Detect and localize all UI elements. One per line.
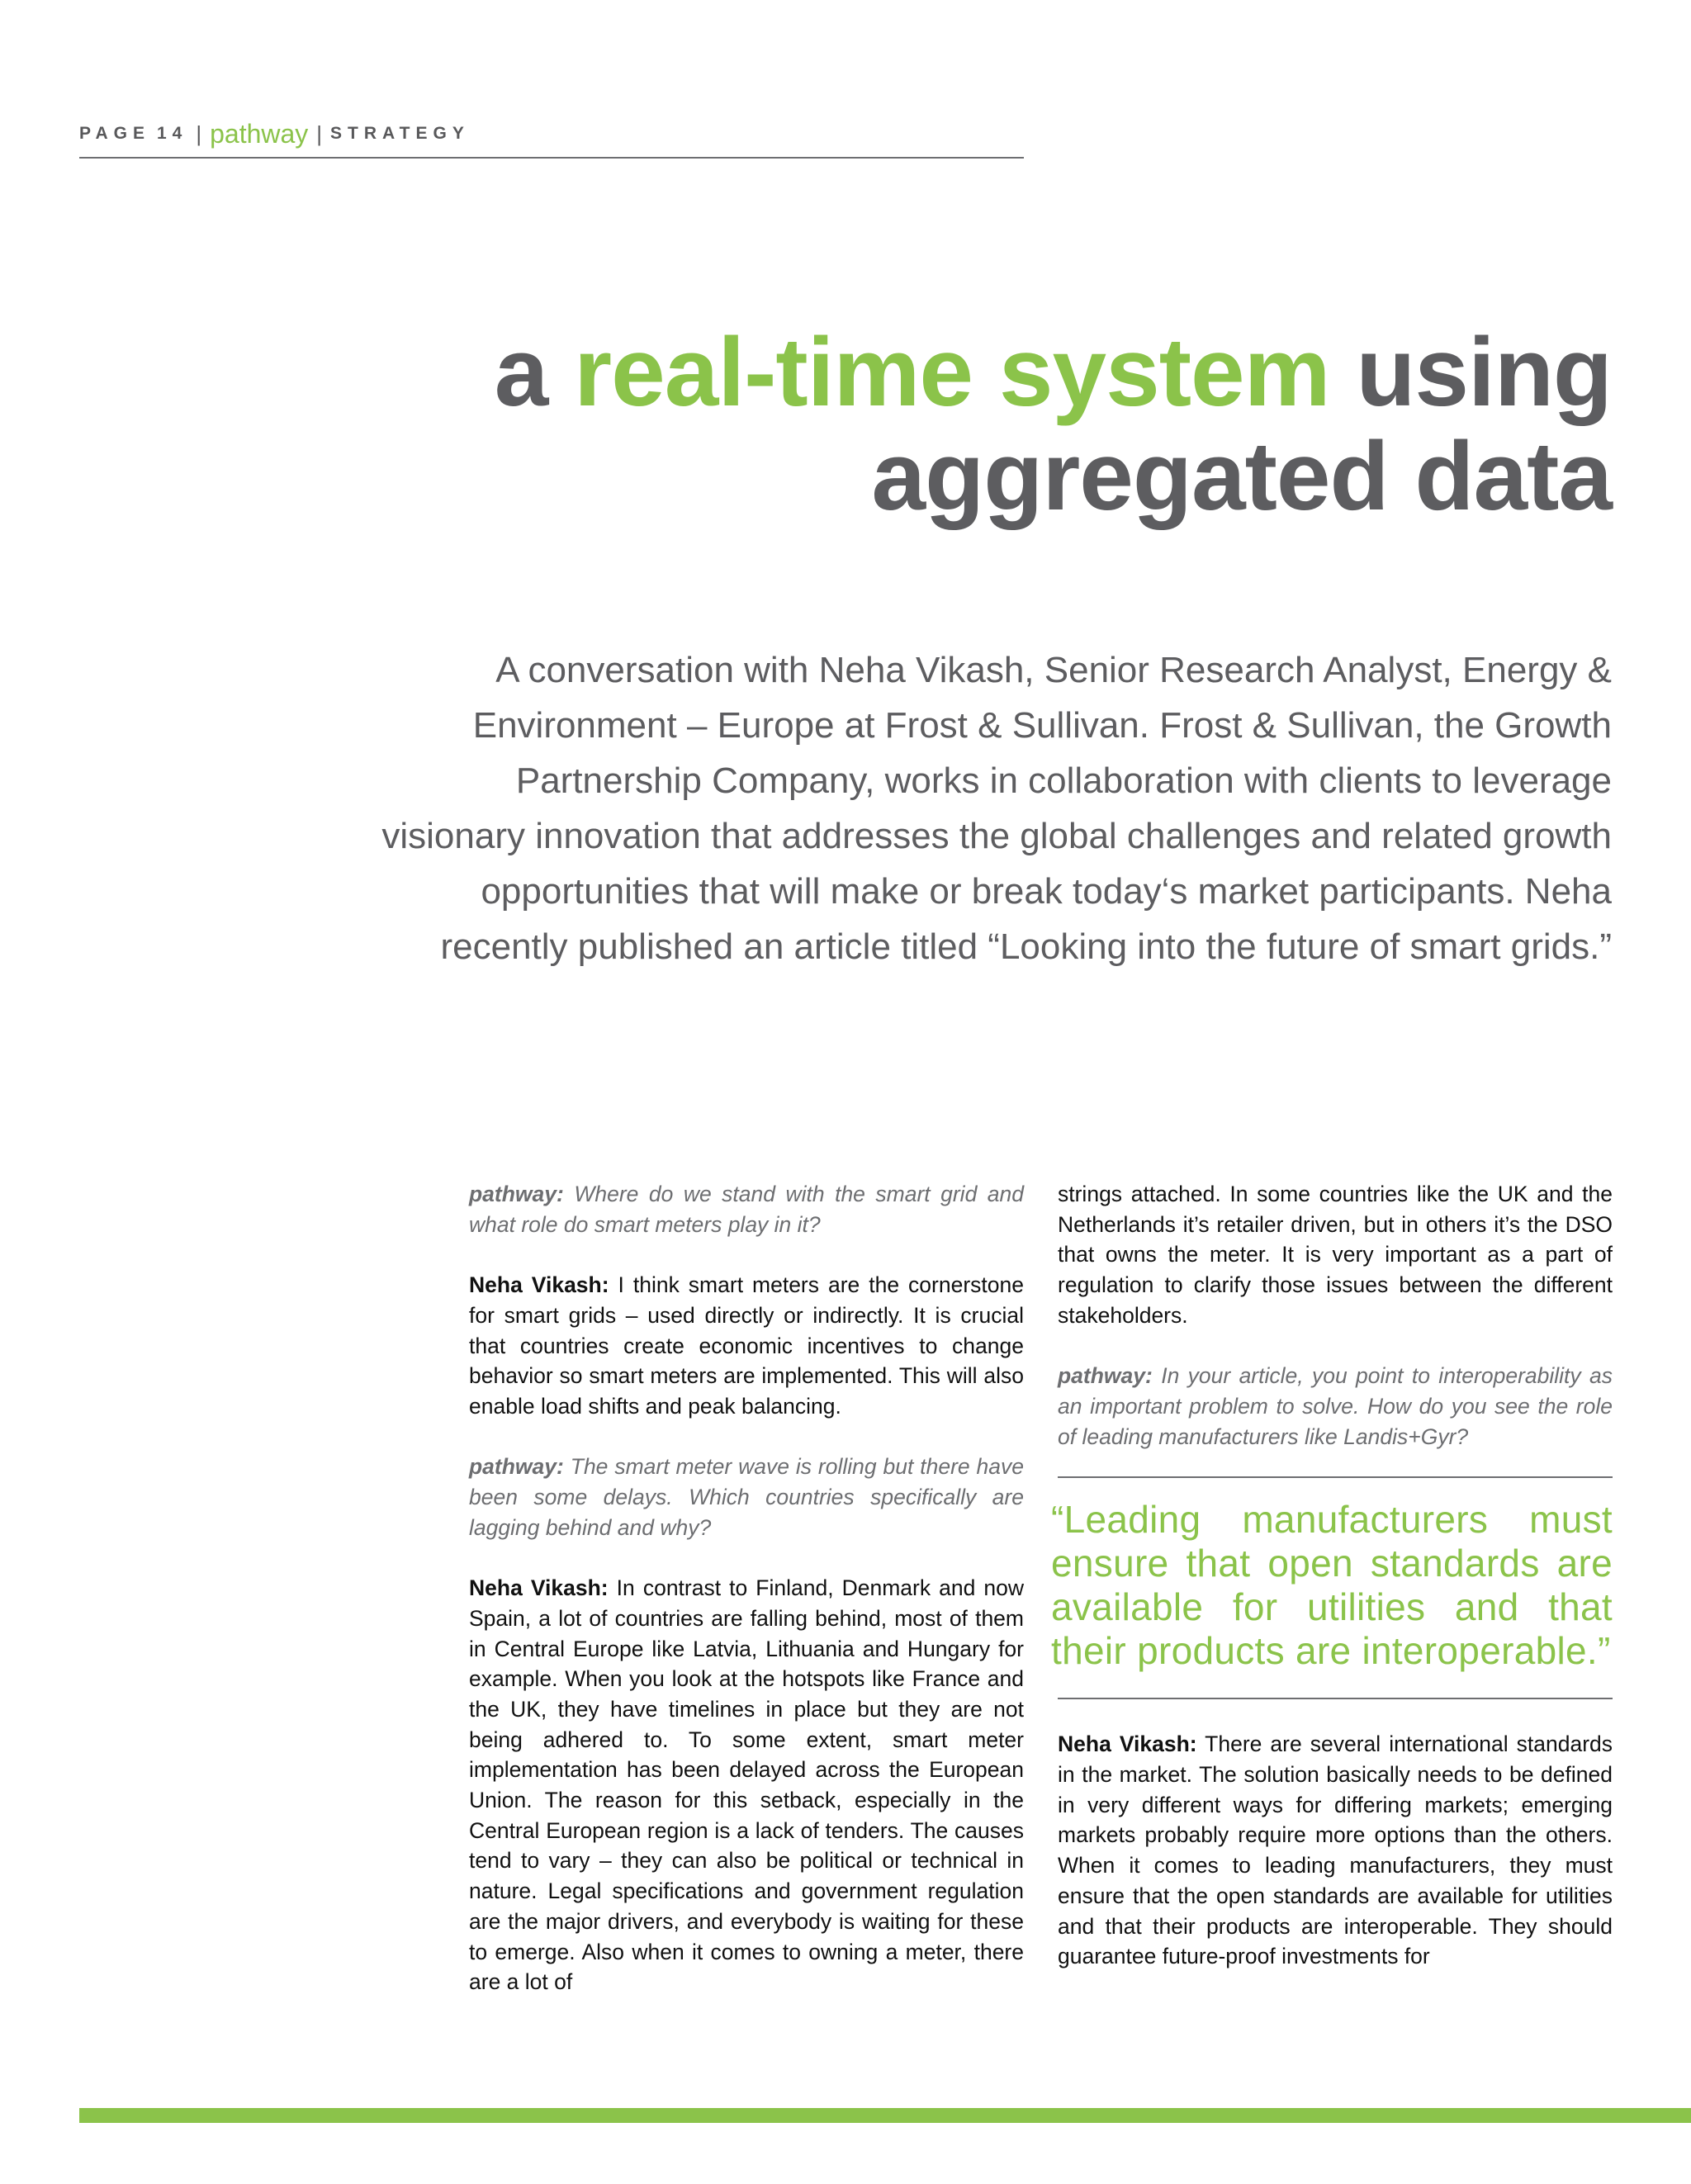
header-separator-left: | <box>196 121 202 146</box>
intro-line: recently published an article titled “Looking into the future of smart grids.” <box>440 926 1612 967</box>
brand-name: pathway <box>210 118 309 149</box>
section-name: STRATEGY <box>330 124 470 143</box>
answer-text: I think smart meters are the cornerstone for smart grids – used directly or indirectly. It is crucial that countries create economic incentives to change behavior so smart meters are implemented. This will also enable load shifts and peak balancing. <box>469 1272 1024 1419</box>
question-text: In your article, you point to interoperability as an important problem to solve. How do you see the role of leading manufacturers like Landis+Gyr? <box>1058 1363 1613 1449</box>
article-title <box>248 318 1612 531</box>
article-intro <box>248 642 1612 974</box>
speaker-label: Neha Vikash: <box>469 1575 609 1601</box>
running-header <box>79 117 470 150</box>
interview-answer <box>469 1270 1024 1422</box>
intro-line: Environment – Europe at Frost & Sullivan. Frost & Sullivan, the Growth <box>472 705 1612 746</box>
question-label: pathway: <box>1058 1363 1153 1389</box>
header-divider <box>79 157 1024 159</box>
title-highlight: real-time system <box>574 318 1330 427</box>
question-label: pathway: <box>469 1182 564 1206</box>
question-text: Where do we stand with the smart grid and what role do smart meters play in it? <box>469 1182 1024 1237</box>
pullquote-rule-bottom <box>1058 1698 1613 1699</box>
page-label: PAGE <box>79 124 150 143</box>
interview-answer <box>1058 1729 1613 1972</box>
answer-text: In contrast to Finland, Denmark and now Spain, a lot of countries are falling behind, most of them in Central Europe like Latvia, Lithuania and Hungary for example. When you look at the hotspots like France and the UK, they have timelines in place but they are not being adhered to. To some extent, smart meter implementation has been delayed across the European Union. The reason for this setback, especially in the Central European region is a lack of tenders. The causes tend to vary – they can also be political or technical in nature. Legal specifications and government regulation are the major drivers, and everybody is waiting for these to emerge. Also when it comes to owning a meter, there are a lot of <box>469 1575 1025 1995</box>
intro-line: A conversation with Neha Vikash, Senior Research Analyst, Energy & <box>495 650 1612 690</box>
answer-continuation: strings attached. In some countries like the UK and the Netherlands it’s retailer driven, but in others it’s the DSO that owns the meter. It is very important as a part of regulation to clarify those issues between the different stakeholders. <box>1058 1182 1613 1328</box>
title-part-1: a <box>494 318 575 427</box>
interview-question <box>469 1452 1024 1542</box>
title-line-1 <box>248 318 1612 427</box>
intro-line: visionary innovation that addresses the global challenges and related growth <box>381 816 1612 856</box>
pullquote-rule-top <box>1058 1476 1613 1478</box>
interview-question <box>469 1179 1024 1239</box>
title-part-2: using <box>1329 318 1612 427</box>
question-label: pathway: <box>469 1454 564 1480</box>
speaker-label: Neha Vikash: <box>469 1272 609 1298</box>
intro-line: Partnership Company, works in collaboration with clients to leverage <box>515 760 1612 801</box>
speaker-label: Neha Vikash: <box>1058 1732 1197 1757</box>
interview-answer <box>469 1573 1024 1997</box>
page-number: 14 <box>156 124 188 143</box>
footer-accent-bar <box>79 2108 1691 2123</box>
body-column-left <box>469 1179 1024 1997</box>
interview-question <box>1058 1361 1613 1452</box>
body-column-right <box>1051 1179 1613 1972</box>
title-line-2: aggregated data <box>871 422 1612 531</box>
header-separator-right: | <box>316 121 323 146</box>
question-text: The smart meter wave is rolling but there have been some delays. Which countries specifically are lagging behind and why? <box>469 1454 1024 1540</box>
intro-line: opportunities that will make or break today‘s market participants. Neha <box>481 871 1612 912</box>
pull-quote: “Leading manufacturers must ensure that open standards are available for utilities and that their products are interoperable.” <box>1051 1498 1613 1673</box>
answer-text: There are several international standards in the market. The solution basically needs to be defined in very different ways for differing markets; emerging markets probably require more options than the others. When it comes to leading manufacturers, they must ensure that the open standards are available for utilities and that their products are interoperable. They should guarantee future-proof investments for <box>1058 1732 1613 1969</box>
